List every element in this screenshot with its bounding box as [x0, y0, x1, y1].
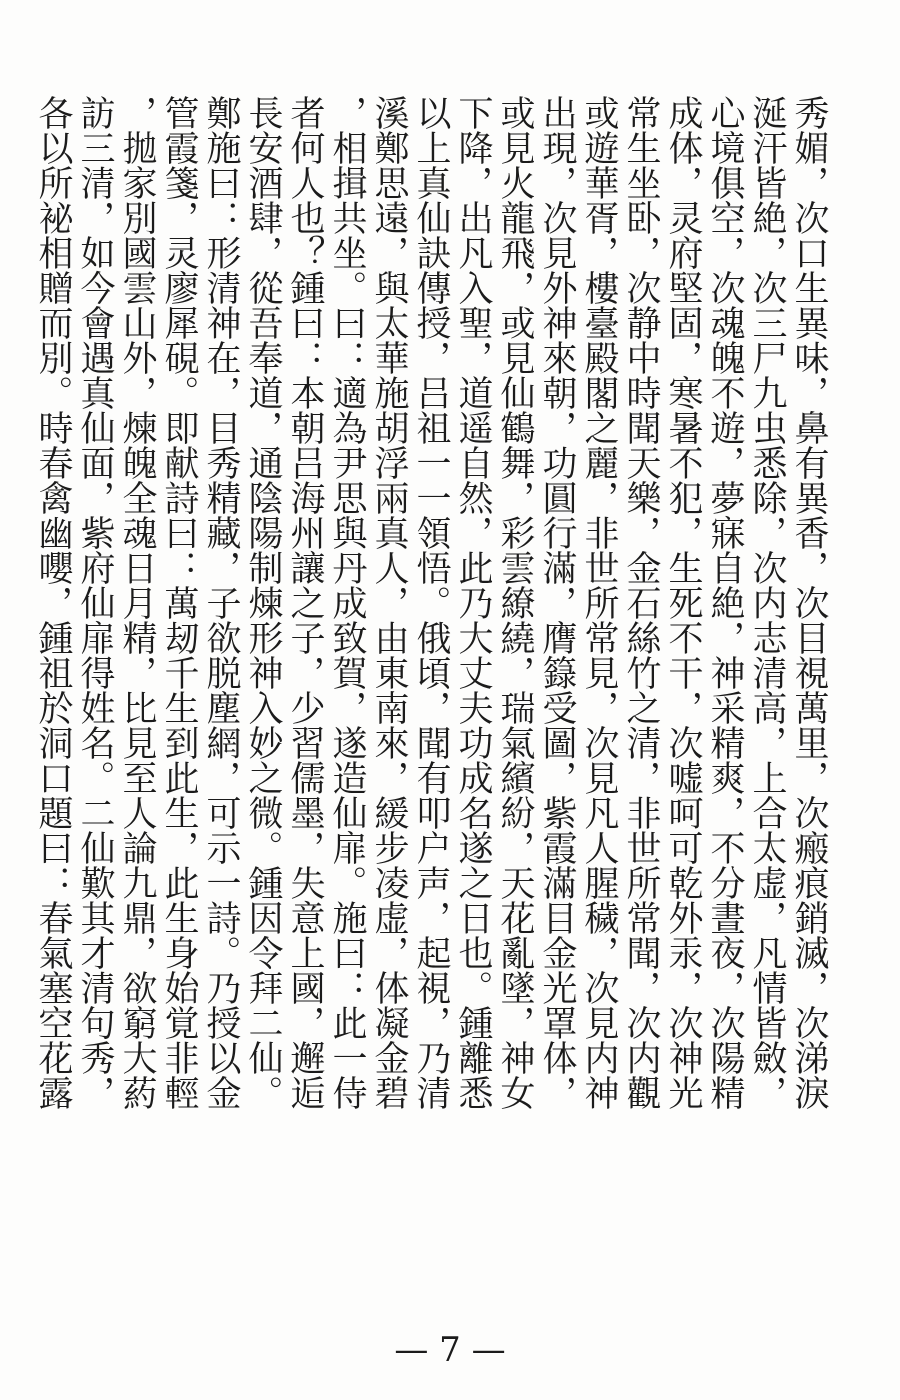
- text-column-18: 訪三清，如今會遇真仙面，紫府仙扉得姓名。二仙歎其才清句秀，: [75, 95, 115, 1110]
- text-column-9: 下降，出凡入聖，道遥自然，此乃大丈夫功成名遂之日也。鍾離悉: [453, 95, 493, 1110]
- text-column-11: 溪鄭思遠，與太華施胡浮兩真人，由東南來，緩步凌虚，体凝金碧: [369, 95, 409, 1110]
- page-number: — 7 —: [394, 1330, 506, 1370]
- text-column-7: 出現，次見外神來朝，功圓行滿，膺籙受圖，紫霞滿目金光罩体，: [537, 95, 577, 1110]
- text-column-2: 涎汗皆絶，次三尸九虫悉除，次内志清高，上合太虚，凡情皆斂，: [747, 95, 787, 1110]
- text-column-8: 或見火龍飛，或見仙鶴舞，彩雲繚繞，瑞氣繽紛，天花亂墜，神女: [495, 95, 535, 1110]
- text-column-14: 長安酒肆，從吾奉道，通陰陽制煉形神入妙之微。鍾因令拜二仙。: [243, 95, 283, 1110]
- text-column-15: 鄭施曰：形清神在，目秀精藏，子欲脱塵網，可示一詩。乃授以金: [201, 95, 241, 1110]
- vertical-text-block: [32, 95, 830, 1335]
- text-column-5: 常生坐卧，次静中時聞天樂，金石絲竹之清，非世所常聞，次内觀: [621, 95, 661, 1110]
- text-column-12: ，相揖共坐。曰：適為尹思與丹成致賀，遂造仙扉。施曰：此一侍: [327, 95, 367, 1110]
- text-column-6: 或遊華胥，樓臺殿閣之麗，非世所常見，次見凡人腥穢，次見内神: [579, 95, 619, 1110]
- text-column-3: 心境俱空，次魂魄不遊，夢寐自絶，神采精爽，不分晝夜，次陽精: [705, 95, 745, 1110]
- text-column-17: ，拋家別國雲山外，煉魄全魂日月精，比見至人論九鼎，欲窮大葯: [117, 95, 157, 1110]
- text-column-10: 以上真仙訣傳授，吕祖一一領悟。俄頃，聞有叩户声，起視，乃清: [411, 95, 451, 1110]
- text-column-4: 成体，灵府堅固，寒暑不犯，生死不干，次嘘呵可乾外汞，次神光: [663, 95, 703, 1110]
- text-column-1: 秀媚，次口生異味，鼻有異香，次目視萬里，次瘢痕銷滅，次涕淚: [789, 95, 829, 1110]
- text-column-19: 各以所袐相贈而別。時春禽幽嚶，鍾祖於洞口題曰：春氣塞空花露: [33, 95, 73, 1110]
- text-column-13: 者何人也？鍾曰：本朝吕海州讓之子，少習儒墨，失意上國，邂逅: [285, 95, 325, 1110]
- text-column-16: 管霞箋，灵廖犀硯。即献詩曰：萬刼千生到此生，此生身始覚非輕: [159, 95, 199, 1110]
